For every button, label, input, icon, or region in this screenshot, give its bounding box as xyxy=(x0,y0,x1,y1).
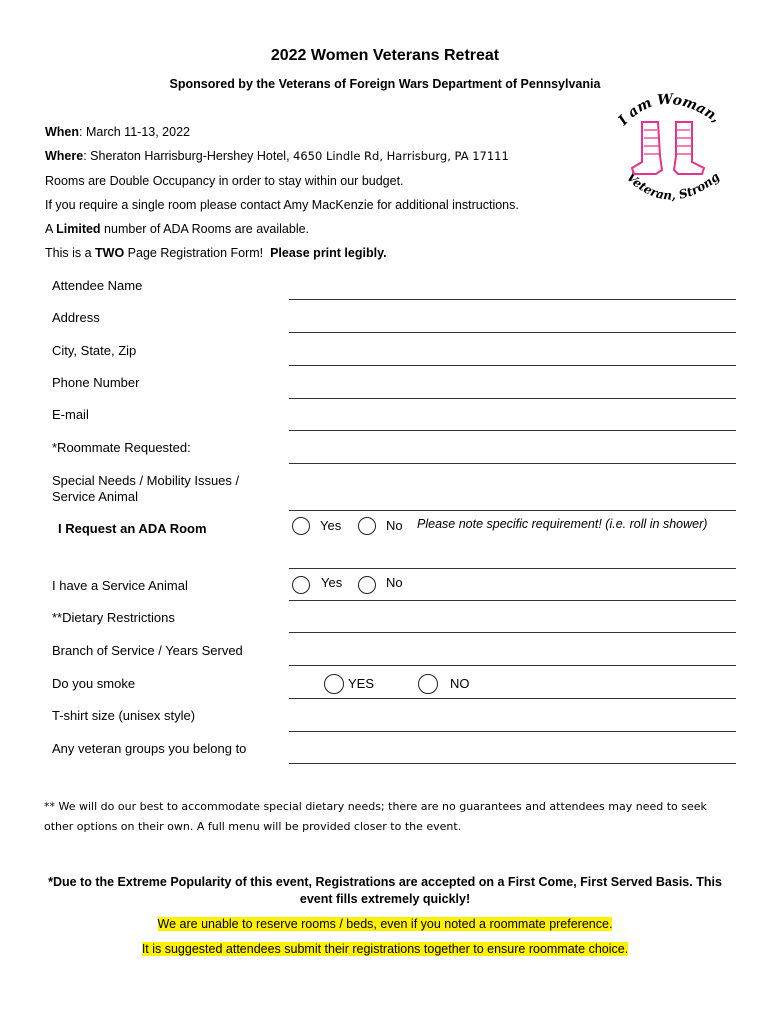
single-room-line: If you require a single room please contact Amy MacKenzie for additional instructions. xyxy=(45,198,519,212)
attendee-name-field[interactable] xyxy=(289,299,736,300)
logo-text-bottom: Veteran, Strong xyxy=(624,169,723,203)
tshirt-field[interactable] xyxy=(289,731,736,732)
email-field[interactable] xyxy=(289,430,736,431)
highlight-line-1 xyxy=(0,915,770,933)
where-line xyxy=(45,149,509,163)
smoke-no-radio[interactable] xyxy=(418,674,438,694)
smoke-no-label: NO xyxy=(450,676,470,691)
smoke-yes-radio[interactable] xyxy=(324,674,344,694)
smoke-line xyxy=(289,698,736,699)
ada-room-label: I Request an ADA Room xyxy=(58,521,207,536)
where-address: 4650 Lindle Rd, Harrisburg, PA 17111 xyxy=(293,149,509,163)
special-needs-field[interactable] xyxy=(289,510,736,511)
service-animal-label: I have a Service Animal xyxy=(52,578,188,593)
two-line-prefix: This is a xyxy=(45,246,96,260)
service-animal-yes-label: Yes xyxy=(321,575,343,590)
city-state-zip-label: City, State, Zip xyxy=(52,343,137,358)
groups-field[interactable] xyxy=(289,763,736,764)
dietary-field[interactable] xyxy=(289,632,736,633)
two-page-line xyxy=(45,246,387,260)
roommate-reserve-notice: We are unable to reserve rooms / beds, even if you noted a roommate preference. xyxy=(157,917,613,931)
address-field[interactable] xyxy=(289,332,736,333)
ada-yes-label: Yes xyxy=(320,518,342,533)
service-animal-line xyxy=(289,600,736,601)
page-subtitle: Sponsored by the Veterans of Foreign Wars Department of Pennsylvania xyxy=(169,77,601,91)
phone-label: Phone Number xyxy=(52,375,140,390)
where-label: Where xyxy=(45,149,84,163)
special-needs-label-2: Service Animal xyxy=(52,489,138,504)
two-line-bold: TWO xyxy=(95,246,125,260)
service-animal-no-label: No xyxy=(386,575,403,590)
city-state-zip-field[interactable] xyxy=(289,365,736,366)
svg-text:I am Woman, xyxy=(615,92,723,130)
special-needs-label-1: Special Needs / Mobility Issues / xyxy=(52,473,240,488)
two-line-mid: Page Registration Form! xyxy=(124,246,271,260)
tshirt-label: T-shirt size (unisex style) xyxy=(52,708,196,723)
dietary-footnote: ** We will do our best to accommodate special dietary needs; there are no guarantees and attendees may need to seek other options on their own. A full menu will be provided closer to the event. xyxy=(44,800,707,833)
ada-line-bold: Limited xyxy=(56,222,101,236)
register-together-notice: It is suggested attendees submit their registrations together to ensure roommate choice. xyxy=(141,942,629,956)
service-animal-yes-radio[interactable] xyxy=(292,576,310,594)
service-animal-no-radio[interactable] xyxy=(358,576,376,594)
ada-line-prefix: A xyxy=(45,222,57,236)
ada-rooms-line xyxy=(45,222,309,236)
when-label: When xyxy=(45,125,80,139)
logo-text-top: I am Woman, xyxy=(615,91,723,129)
ada-note: Please note specific requirement! (i.e. roll in shower) xyxy=(417,517,708,531)
ada-yes-radio[interactable] xyxy=(292,517,310,535)
boots-logo-icon xyxy=(612,86,724,218)
first-come-notice: *Due to the Extreme Popularity of this event, Registrations are accepted on a First Come, First Served Basis. This event fills extremely quickly! xyxy=(48,875,722,906)
branch-label: Branch of Service / Years Served xyxy=(52,643,243,658)
ada-no-label: No xyxy=(386,518,403,533)
two-line-bold2: Please print legibly. xyxy=(270,246,387,260)
address-label: Address xyxy=(52,310,100,325)
branch-field[interactable] xyxy=(289,665,736,666)
ada-requirement-field[interactable] xyxy=(289,568,736,569)
ada-line-suffix: number of ADA Rooms are available. xyxy=(100,222,310,236)
when-line xyxy=(45,125,190,139)
smoke-yes-label: YES xyxy=(348,676,375,691)
rooms-line: Rooms are Double Occupancy in order to stay within our budget. xyxy=(45,174,404,188)
ada-no-radio[interactable] xyxy=(358,517,376,535)
when-value: : March 11-13, 2022 xyxy=(79,125,190,139)
phone-field[interactable] xyxy=(289,398,736,399)
roommate-label: *Roommate Requested: xyxy=(52,440,191,455)
page-title: 2022 Women Veterans Retreat xyxy=(270,47,500,64)
roommate-field[interactable] xyxy=(289,463,736,464)
highlight-line-2 xyxy=(0,940,770,958)
where-value: : Sheraton Harrisburg-Hershey Hotel, xyxy=(83,149,294,163)
email-label: E-mail xyxy=(52,407,89,422)
groups-label: Any veteran groups you belong to xyxy=(52,741,247,756)
smoke-label: Do you smoke xyxy=(52,676,136,691)
attendee-name-label: Attendee Name xyxy=(52,278,143,293)
logo xyxy=(612,86,724,218)
dietary-label: **Dietary Restrictions xyxy=(52,610,175,625)
